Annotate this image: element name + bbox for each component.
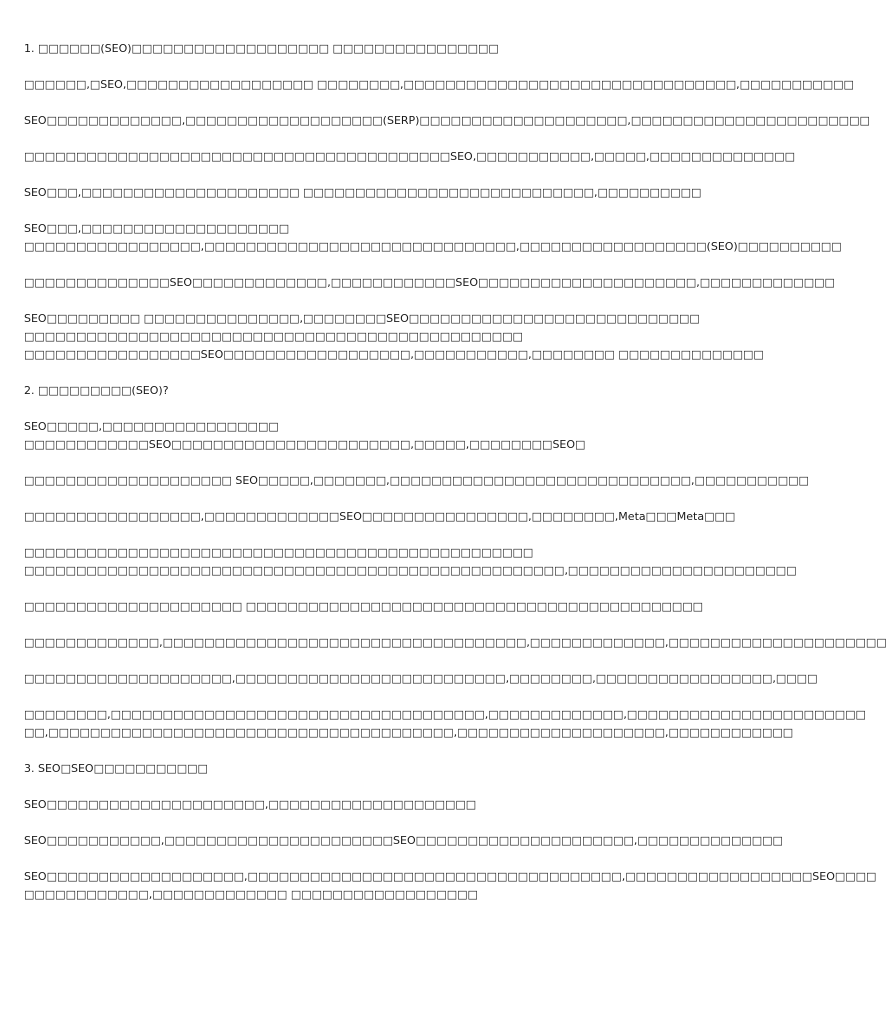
paragraph-gap [24, 202, 696, 220]
section-heading: 1. □□□□□□(SEO)□□□□□□□□□□□□□□□□□□□ □□□□□□□□□□□□□□□□ [24, 42, 499, 55]
paragraph-line: □□□□□□□□□□□□□□□□□□□□□ □□□□□□□□□□□□□□□□□□□□□□□□□□□□□□□□□□□□□□□□□□□□ [24, 600, 704, 613]
paragraph-gap [24, 130, 696, 148]
paragraph-line: □□□□□□□□□□□□□,□□□□□□□□□□□□□□□□□□□□□□□□□□□□□□□□□□□,□□□□□□□□□□□□□,□□□□□□□□□□□□□□□□□□□□□ [24, 636, 887, 649]
section-heading: 2. □□□□□□□□□(SEO)? [24, 384, 169, 397]
paragraph-gap [24, 58, 696, 76]
section-heading: 3. SEO□SEO□□□□□□□□□□□ [24, 762, 208, 775]
paragraph-gap [24, 580, 696, 598]
paragraph-gap [24, 778, 696, 796]
paragraph-line: SEO□□□□□□□□□□□□□□□□□□□□□,□□□□□□□□□□□□□□□□□□□□ [24, 798, 477, 811]
paragraph-gap [24, 364, 696, 382]
paragraph-gap [24, 454, 696, 472]
paragraph-gap [24, 292, 696, 310]
paragraph-line: SEO□□□□□,□□□□□□□□□□□□□□□□□ [24, 420, 279, 433]
paragraph-line: □□□□□□□□□□□□,□□□□□□□□□□□□□ □□□□□□□□□□□□□□□□□□ [24, 888, 478, 901]
paragraph-gap [24, 94, 696, 112]
paragraph-line: □□□□□□□□□□□□□□□□□□□□,□□□□□□□□□□□□□□□□□□□□□□□□□□,□□□□□□□□,□□□□□□□□□□□□□□□□□,□□□□ [24, 672, 818, 685]
paragraph-line: □□□□□□□□□□□□□□□□□□□□□□□□□□□□□□□□□□□□□□□□□□□□□□□□ [24, 330, 523, 343]
paragraph-line: SEO□□□□□□□□□□□,□□□□□□□□□□□□□□□□□□□□□□SEO□□□□□□□□□□□□□□□□□□□□□,□□□□□□□□□□□□□□ [24, 834, 783, 847]
paragraph-line: □□,□□□□□□□□□□□□□□□□□□□□□□□□□□□□□□□□□□□□□□□,□□□□□□□□□□□□□□□□□□□□,□□□□□□□□□□□□ [24, 726, 794, 739]
paragraph-line: □□□□□□□□□□□□□□□□□□□□□□□□□□□□□□□□□□□□□□□□□□□□□□□□□ [24, 546, 534, 559]
paragraph-gap [24, 742, 696, 760]
paragraph-line: □□□□□□□□□□□□□□□□□□□□ SEO□□□□□,□□□□□□□,□□□□□□□□□□□□□□□□□□□□□□□□□□□□□,□□□□□□□□□□□ [24, 474, 809, 487]
paragraph-gap [24, 652, 696, 670]
paragraph-line: □□□□□□□□□□□□□□□□□□□□□□□□□□□□□□□□□□□□□□□□□SEO,□□□□□□□□□□□,□□□□□,□□□□□□□□□□□□□□ [24, 150, 795, 163]
paragraph-gap [24, 526, 696, 544]
paragraph-line: □□□□□□□□□□□□□□□□□SEO□□□□□□□□□□□□□□□□□□,□□□□□□□□□□□,□□□□□□□□ □□□□□□□□□□□□□□ [24, 348, 764, 361]
paragraph-line: SEO□□□□□□□□□□□□□□□□□□□,□□□□□□□□□□□□□□□□□□□□□□□□□□□□□□□□□□□□,□□□□□□□□□□□□□□□□□□SEO□□□□ [24, 870, 877, 883]
paragraph-gap [24, 814, 696, 832]
paragraph-gap [24, 850, 696, 868]
paragraph-gap [24, 616, 696, 634]
paragraph-line: □□□□□□□□□□□□□□SEO□□□□□□□□□□□□□,□□□□□□□□□□□□SEO□□□□□□□□□□□□□□□□□□□□□,□□□□□□□□□□□□□ [24, 276, 835, 289]
paragraph-line: □□□□□□□□□□□□□□□□□,□□□□□□□□□□□□□□□□□□□□□□□□□□□□□□,□□□□□□□□□□□□□□□□□□(SEO)□□□□□□□□□□ [24, 240, 842, 253]
paragraph-gap [24, 166, 696, 184]
paragraph-gap [24, 688, 696, 706]
paragraph-line: □□□□□□□□□□□□SEO□□□□□□□□□□□□□□□□□□□□□□□,□□□□□,□□□□□□□□SEO□ [24, 438, 586, 451]
paragraph-line: □□□□□□□□□□□□□□□□□□□□□□□□□□□□□□□□□□□□□□□□□□□□□□□□□□□□,□□□□□□□□□□□□□□□□□□□□□□ [24, 564, 797, 577]
paragraph-line: SEO□□□,□□□□□□□□□□□□□□□□□□□□□ □□□□□□□□□□□□□□□□□□□□□□□□□□□□,□□□□□□□□□□ [24, 186, 702, 199]
paragraph-line: SEO□□□,□□□□□□□□□□□□□□□□□□□□ [24, 222, 290, 235]
paragraph-gap [24, 400, 696, 418]
paragraph-line: SEO□□□□□□□□□ □□□□□□□□□□□□□□□,□□□□□□□□SEO□□□□□□□□□□□□□□□□□□□□□□□□□□□□ [24, 312, 700, 325]
paragraph-gap [24, 256, 696, 274]
paragraph-line: □□□□□□□□□□□□□□□□□,□□□□□□□□□□□□□SEO□□□□□□□□□□□□□□□□,□□□□□□□□,Meta□□□Meta□□□ [24, 510, 736, 523]
paragraph-gap [24, 490, 696, 508]
paragraph-line: □□□□□□□□,□□□□□□□□□□□□□□□□□□□□□□□□□□□□□□□□□□□□,□□□□□□□□□□□□□,□□□□□□□□□□□□□□□□□□□□□□□ [24, 708, 866, 721]
paragraph-line: SEO□□□□□□□□□□□□□,□□□□□□□□□□□□□□□□□□□(SERP)□□□□□□□□□□□□□□□□□□□□,□□□□□□□□□□□□□□□□□□□□□□□ [24, 114, 870, 127]
document-page [24, 40, 887, 904]
paragraph-line: □□□□□□,□SEO,□□□□□□□□□□□□□□□□□□ □□□□□□□□,□□□□□□□□□□□□□□□□□□□□□□□□□□□□□□□□,□□□□□□□□□□□ [24, 78, 854, 91]
